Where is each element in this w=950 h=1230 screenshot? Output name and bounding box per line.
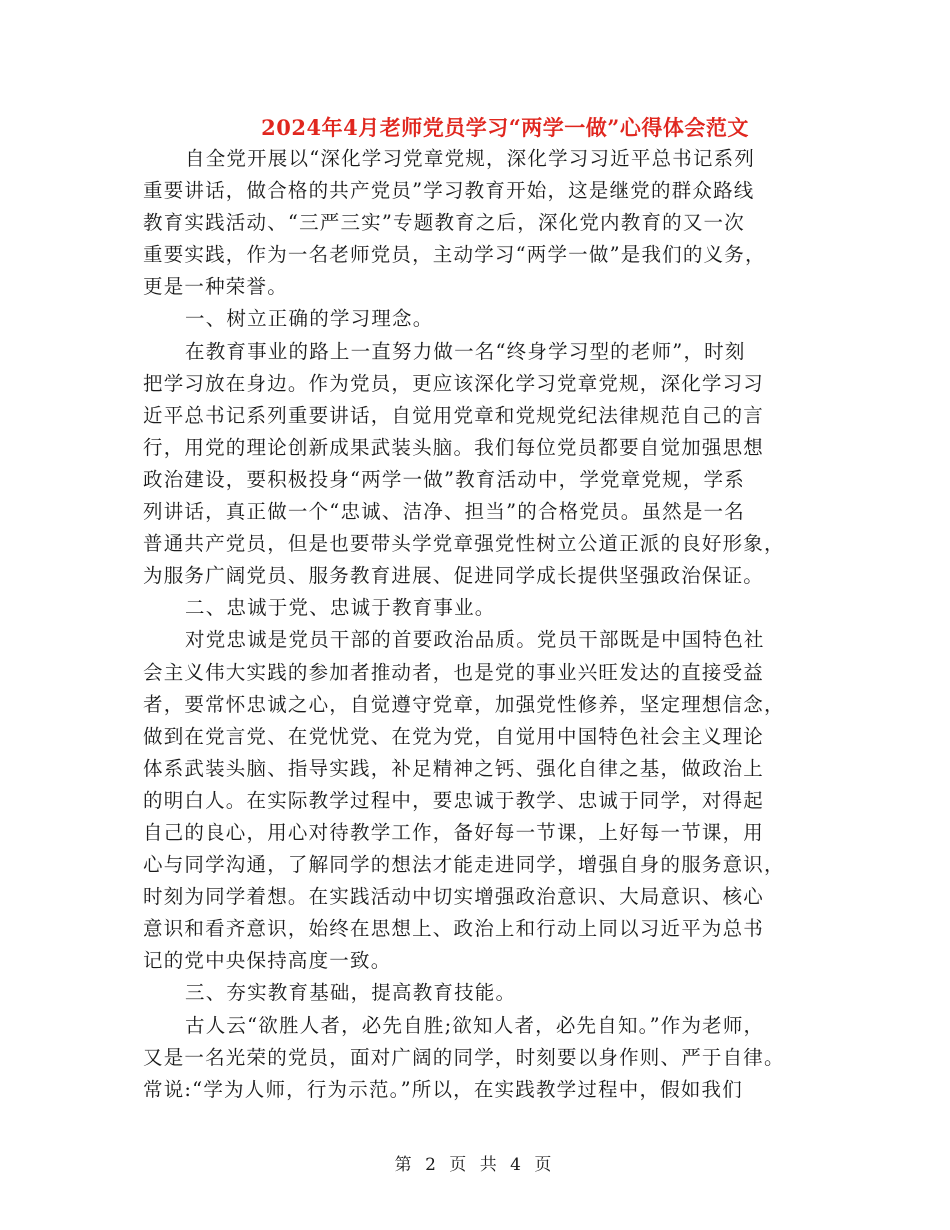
body-text-line: 会主义伟大实践的参加者推动者，也是党的事业兴旺发达的直接受益 — [143, 660, 765, 684]
body-text-line: 又是一名光荣的党员，面对广阔的同学，时刻要以身作则、严于自律。 — [143, 1045, 785, 1069]
body-text-line: 自己的良心，用心对待教学工作，备好每一节课，上好每一节课，用 — [143, 820, 765, 844]
body-text-line: 政治建设，要积极投身“两学一做”教育活动中，学党章党规，学系 — [143, 467, 745, 491]
body-text-line: 古人云“欲胜人者，必先自胜;欲知人者，必先自知。”作为老师， — [185, 1013, 765, 1037]
document-title: 2024年4月老师党员学习“两学一做”心得体会范文 — [261, 115, 749, 140]
body-text-line: 重要实践，作为一名老师党员，主动学习“两学一做”是我们的义务， — [143, 243, 766, 267]
body-text-line: 心与同学沟通，了解同学的想法才能走进同学，增强自身的服务意识， — [143, 853, 785, 877]
body-text-line: 三、夯实教育基础，提高教育技能。 — [185, 981, 517, 1005]
body-text-line: 近平总书记系列重要讲话，自觉用党章和党规党纪法律规范自己的言 — [143, 403, 765, 427]
document-body — [143, 143, 819, 1106]
body-text-line: 二、忠诚于党、忠诚于教育事业。 — [185, 596, 496, 620]
body-text-line: 对党忠诚是党员干部的首要政治品质。党员干部既是中国特色社 — [185, 628, 765, 652]
body-text-line: 者，要常怀忠诚之心，自觉遵守党章，加强党性修养，坚定理想信念， — [143, 692, 785, 716]
body-text-line: 记的党中央保持高度一致。 — [143, 949, 392, 973]
body-text-line: 体系武装头脑、指导实践，补足精神之钙、强化自律之基，做政治上 — [143, 756, 765, 780]
body-text-line: 在教育事业的路上一直努力做一名“终身学习型的老师”，时刻 — [185, 339, 746, 363]
body-text-line: 更是一种荣誉。 — [143, 275, 288, 299]
body-text-line: 普通共产党员，但是也要带头学党章强党性树立公道正派的良好形象， — [143, 532, 785, 556]
body-text-line: 列讲话，真正做一个“忠诚、洁净、担当”的合格党员。虽然是一名 — [143, 500, 745, 524]
body-text-line: 常说:“学为人师，行为示范。”所以，在实践教学过程中，假如我们 — [143, 1077, 743, 1101]
body-text-line: 一、树立正确的学习理念。 — [185, 307, 434, 331]
body-text-line: 把学习放在身边。作为党员，更应该深化学习党章党规，深化学习习 — [143, 371, 765, 395]
body-text-line: 重要讲话，做合格的共产党员”学习教育开始，这是继党的群众路线 — [143, 179, 755, 203]
page-number-footer: 第 2 页 共 4 页 — [394, 1155, 556, 1175]
body-text-line: 的明白人。在实际教学过程中，要忠诚于教学、忠诚于同学，对得起 — [143, 788, 765, 812]
body-text-line: 意识和看齐意识，始终在思想上、政治上和行动上同以习近平为总书 — [143, 917, 765, 941]
body-text-line: 为服务广阔党员、服务教育进展、促进同学成长提供坚强政治保证。 — [143, 564, 765, 588]
body-text-line: 教育实践活动、“三严三实”专题教育之后，深化党内教育的又一次 — [143, 211, 745, 235]
body-text-line: 自全党开展以“深化学习党章党规，深化学习习近平总书记系列 — [185, 147, 756, 170]
body-text-line: 行，用党的理论创新成果武装头脑。我们每位党员都要自觉加强思想 — [143, 435, 765, 459]
body-text-line: 时刻为同学着想。在实践活动中切实增强政治意识、大局意识、核心 — [143, 885, 765, 909]
body-text-line: 做到在党言党、在党忧党、在党为党，自觉用中国特色社会主义理论 — [143, 724, 765, 748]
